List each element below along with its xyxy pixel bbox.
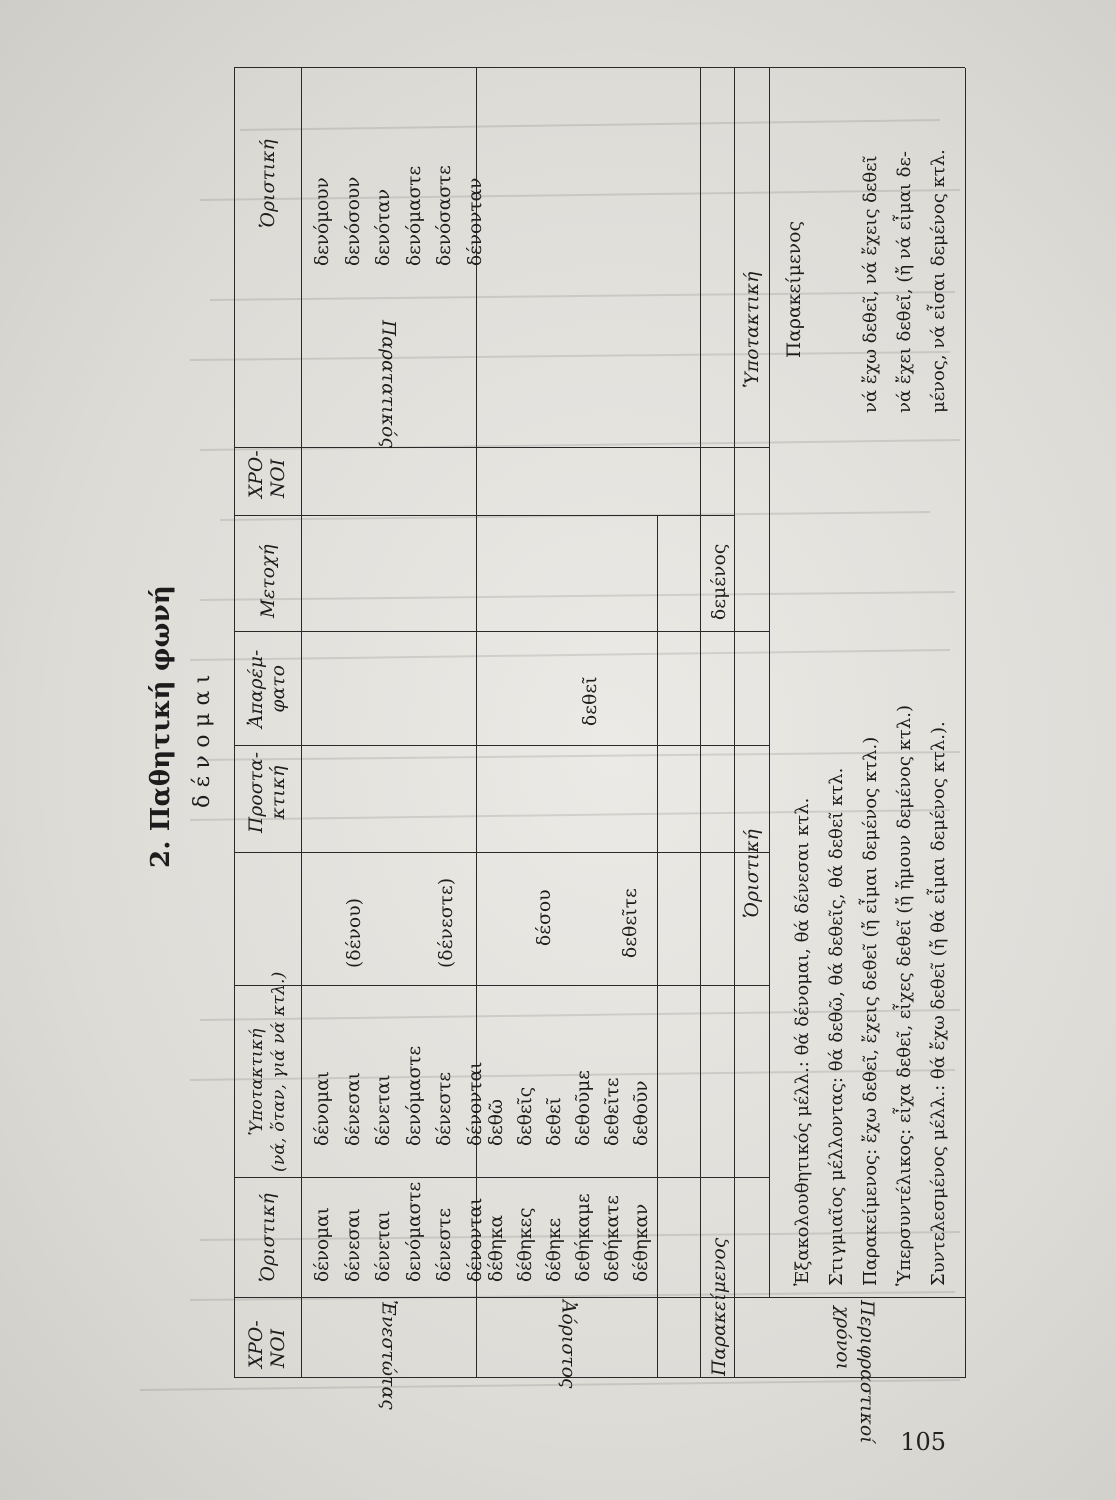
form: δένονται [464,1197,486,1282]
present-subjunctive [308,1046,491,1146]
table-rule [234,745,769,746]
table-rule [234,1297,965,1298]
periphrastic-line: Ὑπερσυντέλικος: εἶχα δεθεῖ, εἶχες δεθεῖ (ἤ ἤμουν δεμένος κτλ.) [894,704,915,1286]
table-rule [700,68,701,1378]
periphrastic-subj-line: νά ἔχω δεθεῖ, νά ἔχεις δεθεῖ [860,155,881,413]
periphrastic-subj-line: νά ἔχει δεθεῖ, (ἤ νά εἶμαι δε- [894,151,915,413]
periphrastic-subjunctive-lines [854,149,956,413]
table-rule [234,631,769,632]
present-imperative-sg: (δένου) [344,897,365,968]
periphrastic-subjunctive-header: Ὑποτακτική [742,271,763,388]
aorist-subjunctive [482,1070,656,1146]
table-rule [234,67,965,68]
form: δενόταν [373,188,394,266]
page-number: 105 [900,1428,946,1456]
form: δένονται [464,1061,486,1146]
table-rule [965,68,966,1378]
form: δένεται [373,1074,394,1146]
header-tenses-text: ΧΡΟ- ΝΟΙ [246,1320,289,1368]
row-label-present: Ἐνεστώτας [377,1300,399,1410]
aorist-imperative-pl: δεθεῖτε [620,888,641,958]
periphrastic-line: Ἐξακολουθητικός μέλλ.: θά δένομαι, θά δένεσαι κτλ. [792,797,813,1286]
header-subjunctive [246,971,290,1172]
form: δέθηκε [544,1217,565,1282]
table-rule [234,852,769,853]
header-tenses-right [246,450,290,498]
form: δένομαι [312,1207,333,1282]
form: δενόσαστε [434,165,455,266]
form: δένονταν [464,177,486,266]
present-imperative-pl: (δένεστε) [436,877,457,968]
row-label-periphrastic-text: Περιφραστικοί χρόνοι [832,1300,877,1444]
form: δένεστε [434,1208,455,1282]
table-rule [734,68,735,1378]
table-rule [769,68,770,1298]
form: δενόσουν [342,176,364,266]
periphrastic-line: Στιγμιαῖος μέλλοντας: θά δεθῶ, θά δεθεῖς, θά δεθεῖ κτλ. [826,767,847,1286]
header-infinitive [246,650,290,729]
periphrastic-line: Παρακείμενος: ἔχω δεθεῖ, ἔχεις δεθεῖ (ἤ εἶμαι δεμένος κτλ.) [860,736,881,1286]
table-rule [301,68,302,1378]
aorist-imperative-sg: δέσου [534,889,555,946]
table-rule [234,1177,769,1178]
present-indicative [308,1182,491,1282]
form: δένομαι [312,1071,333,1146]
form: δένεσαι [342,1072,364,1146]
form: δέθηκαν [631,1203,652,1282]
periphrastic-line: Συντελεσμένος μέλλ.: θά ἔχω δεθεῖ (ἤ θά εἶμαι δεμένος κτλ.). [928,721,949,1286]
form: δενόμαστε [403,1181,425,1282]
aorist-indicative [482,1193,656,1282]
row-label-imperfect: Παρατατικός [377,320,399,449]
table-rule [657,516,658,1378]
header-tenses [246,1320,290,1368]
form: δεθοῦμε [573,1070,594,1146]
form: δενόμαστε [403,165,425,266]
form: δεθήκαμε [573,1193,594,1282]
form: δένεστε [434,1072,455,1146]
header-indicative: Ὁριστική [258,1193,279,1282]
periphrastic-indicative-header: Ὁριστική [742,829,763,918]
form: δεθοῦν [631,1080,652,1146]
section-title: 2. Παθητική φωνή [146,585,176,868]
table-rule [234,68,235,1378]
row-label-periphrastic [830,1300,878,1444]
form: δένεται [373,1210,394,1282]
form: δέθηκα [486,1215,507,1282]
periphrastic-subj-line: μένος, νά εἶσαι δεμένος κτλ. [928,149,949,413]
form: δένεσαι [342,1208,364,1282]
header-infinitive-text: Ἀπαρέμ- φατο [246,649,289,728]
imperfect-indicative [308,165,491,266]
aorist-infinitive: δεθεῖ [580,676,601,726]
header-imperative [246,752,290,833]
header-indicative-right: Ὁριστική [258,139,279,228]
row-label-aorist: Ἀόριστος [557,1300,579,1389]
table-rule [234,515,734,516]
header-tenses-right-text: ΧΡΟ- ΝΟΙ [246,450,289,498]
form: δενόμουν [312,177,333,266]
perfect-participle: δεμένος [709,543,730,620]
periphrastic-indicative-lines [786,705,956,1286]
form: δεθεῖ [544,1097,565,1146]
table-rule [234,985,769,986]
form: δεθήκατε [602,1195,623,1282]
table-rule [234,447,769,448]
verb-heading: δ έ ν ο μ α ι [190,674,215,808]
form: δενόμαστε [403,1045,425,1146]
form: δέθηκες [515,1207,536,1282]
header-imperative-text: Προστα- κτική [246,751,289,833]
header-subjunctive-text: Ὑποτακτική (νά, ὅταν, γιά νά κτλ.) [247,971,289,1172]
form: δεθεῖς [515,1086,536,1146]
form: δεθῶ [486,1099,507,1146]
form: δεθεῖτε [602,1077,623,1146]
row-label-perfect: Παρακείμενος [709,1237,730,1376]
header-participle: Μετοχή [258,544,279,618]
periphrastic-subjunctive-sub: Παρακείμενος [784,220,805,358]
